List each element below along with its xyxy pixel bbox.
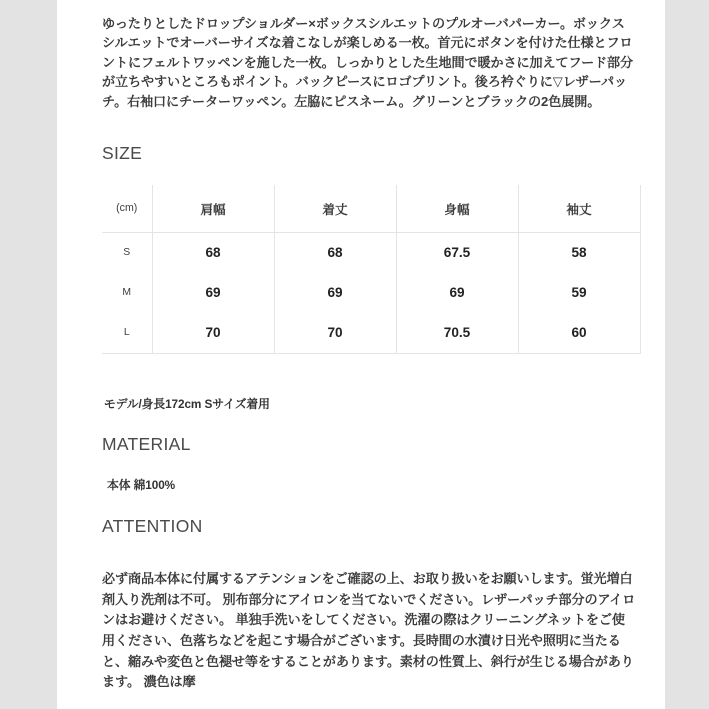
table-row: [102, 313, 640, 354]
spacer-material-note: [102, 454, 647, 480]
size-row-label-s: S: [102, 232, 152, 273]
size-cell-l-2: 70.5: [396, 313, 518, 354]
size-section-heading: SIZE: [102, 143, 143, 164]
size-cell-s-2: 67.5: [396, 232, 518, 273]
size-cell-m-3: 59: [518, 273, 640, 313]
size-table: [102, 185, 641, 354]
size-cell-l-0: 70: [152, 313, 274, 354]
product-description: ゆったりとしたドロップショルダー×ボックスシルエットのプルオーバパーカー。ボックスシルエットでオーバーサイズな着こなしが楽しめる一枚。首元にボタンを付けた仕様とフロントにフェルトワッペンを施した一枚。しっかりとした生地間で暖かさに加えてフード部分が立ちやすいところもポイント。バックピースにロゴプリント。後ろ衿ぐりに▽レザーパッチ。右袖口にチーターワッペン。左脇にピスネーム。グリーンとブラックの2色展開。: [102, 16, 634, 109]
size-row-label-l: L: [102, 313, 152, 354]
size-cell-m-2: 69: [396, 273, 518, 313]
size-table-body: [102, 232, 640, 353]
size-table-col-header-1: 着丈: [274, 185, 396, 233]
size-cell-l-1: 70: [274, 313, 396, 354]
size-cell-s-3: 58: [518, 232, 640, 273]
spacer-material: [102, 410, 647, 436]
size-cell-s-1: 68: [274, 232, 396, 273]
size-cell-l-3: 60: [518, 313, 640, 354]
content-column: [102, 0, 647, 693]
size-table-col-header-3: 袖丈: [518, 185, 640, 233]
size-cell-m-0: 69: [152, 273, 274, 313]
attention-body-text: 必ず商品本体に付属するアテンションをご確認の上、お取り扱いをお願いします。蛍光増白剤入り洗剤は不可。 別布部分にアイロンを当てないでください。レザーパッチ部分のアイロンはお避けください。 単独手洗いをしてください。洗濯の際はクリーニングネットをご使用ください、色落ちなどを起こす場合がございます。長時間の水漬け日光や照明に当たると、縮みや変色と色褪せ等をすることがあります。素材の性質上、斜行が生じる場合があります。 濃色は摩: [102, 571, 636, 690]
size-table-container: [102, 185, 640, 354]
product-detail-sheet: [57, 0, 665, 709]
material-composition-note: 本体 綿100%: [107, 477, 176, 492]
table-row: [102, 273, 640, 313]
size-table-head: [102, 185, 640, 233]
size-table-unit-header: (cm): [102, 185, 152, 233]
size-cell-s-0: 68: [152, 232, 274, 273]
model-size-note: モデル/身長172cm Sサイズ着用: [104, 396, 270, 411]
spacer-attention: [102, 492, 647, 518]
size-row-label-m: M: [102, 273, 152, 313]
table-header-row: [102, 185, 640, 233]
attention-section-heading: ATTENTION: [102, 515, 203, 536]
size-cell-m-1: 69: [274, 273, 396, 313]
size-table-col-header-2: 身幅: [396, 185, 518, 233]
material-section-heading: MATERIAL: [102, 434, 191, 455]
size-table-col-header-0: 肩幅: [152, 185, 274, 233]
table-row: [102, 232, 640, 273]
